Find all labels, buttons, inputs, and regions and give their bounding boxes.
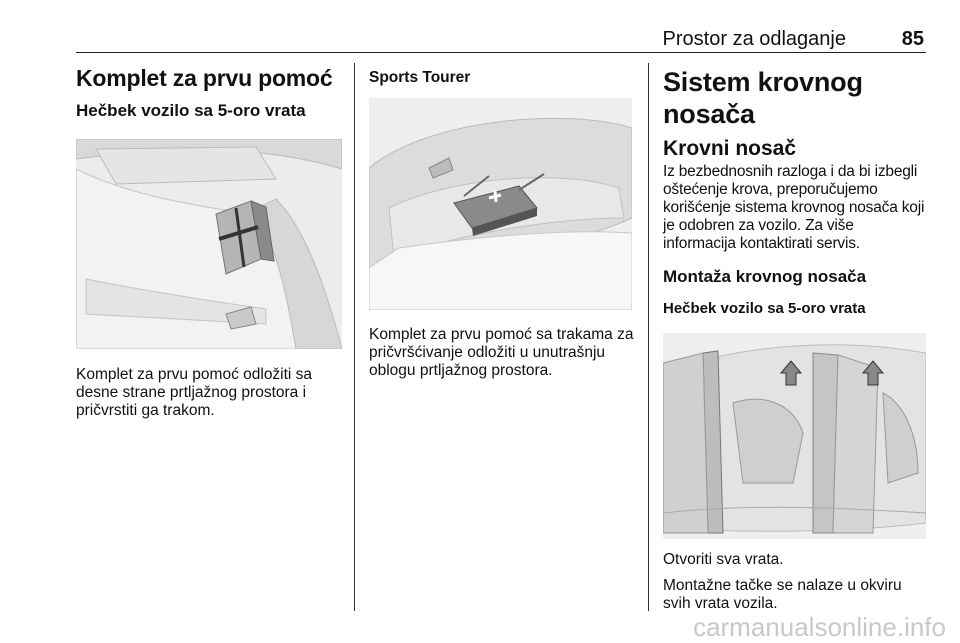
trunk-first-aid-kit-illustration	[76, 139, 342, 349]
page-number: 85	[901, 28, 924, 50]
open-doors-mounting-points-illustration	[663, 333, 926, 539]
column-divider-2	[648, 63, 649, 611]
roof-rack-mounting-heading: Montaža krovnog nosača	[663, 267, 867, 286]
roof-rack-intro-text: Iz bezbednosnih razloga i da bi izbegli oštećenje krova, preporučujemo korišćenje sistema krovnog nosača koji je odobren za vozilo. Za više informacija kontaktirati servis.	[663, 163, 925, 252]
tailgate-first-aid-kit-illustration	[369, 98, 632, 310]
sports-tourer-subheading: Sports Tourer	[369, 69, 471, 86]
roof-rack-subheading: Krovni nosač	[663, 137, 797, 160]
watermark: carmanualsonline.info	[693, 612, 946, 642]
first-aid-sports-tourer-text: Komplet za prvu pomoć sa trakama za pričvršćivanje odložiti u unutrašnju oblogu prtljažnog prostora.	[369, 326, 634, 379]
roof-rack-hatchback-subheading: Hečbek vozilo sa 5-oro vrata	[663, 300, 866, 317]
first-aid-hatchback-text: Komplet za prvu pomoć odložiti sa desne strane prtljažnog prostora i pričvrstiti ga trakom.	[76, 366, 313, 419]
open-doors-text: Otvoriti sva vrata.	[663, 551, 784, 568]
column-roof-rack	[663, 56, 929, 613]
hatchback-subheading: Hečbek vozilo sa 5-oro vrata	[76, 101, 306, 120]
page-header	[76, 26, 926, 53]
section-title: Prostor za odlaganje	[662, 28, 846, 50]
mounting-points-text: Montažne tačke se nalaze u okviru svih vrata vozila.	[663, 577, 902, 612]
column-divider-1	[354, 63, 355, 611]
first-aid-heading: Komplet za prvu pomoć	[76, 65, 333, 91]
column-first-aid-sports-tourer	[369, 56, 635, 380]
roof-rack-system-heading: Sistem krovnog nosača	[663, 67, 863, 129]
column-first-aid-hatchback	[76, 56, 342, 420]
